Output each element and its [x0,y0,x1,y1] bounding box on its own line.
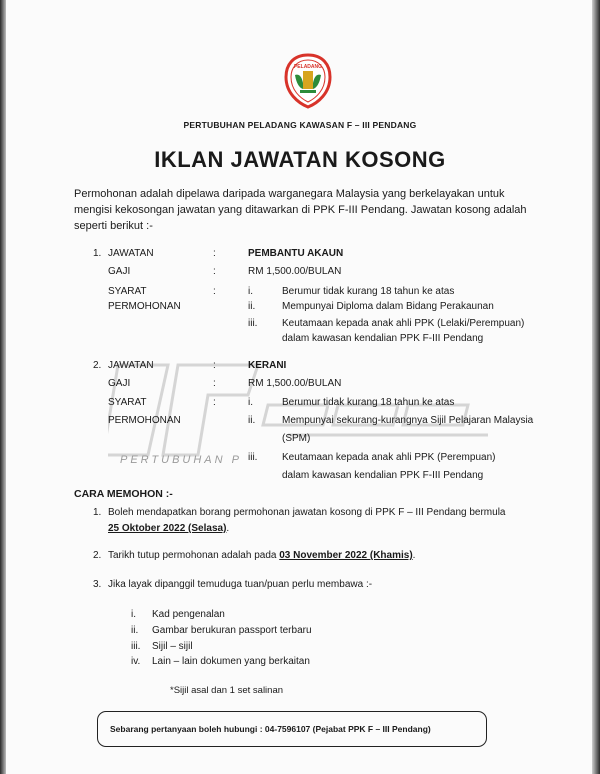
step-date: 25 Oktober 2022 (Selasa). [108,523,230,534]
doc-number: ii. [131,625,139,636]
req-text: Keutamaan kepada anak ahli PPK (Lelaki/Perempuan) [282,318,525,329]
step-number: 1. [93,507,102,518]
job-position-value: PEMBANTU AKAUN [248,248,344,259]
job-number: 1. [93,248,102,259]
peladang-logo [283,53,333,109]
scan-shadow-right [592,0,600,774]
job-req-label: PERMOHONAN [108,415,181,426]
req-text: Mempunyai sekurang-kurangnya Sijil Pelajaran Malaysia [282,415,534,426]
job-req-label: SYARAT [108,397,147,408]
req-text: Berumur tidak kurang 18 tahun ke atas [282,286,455,297]
req-number: i. [248,286,253,297]
req-text: Berumur tidak kurang 18 tahun ke atas [282,397,455,408]
step-text: Tarikh tutup permohonan adalah pada 03 November 2022 (Khamis). [108,550,416,561]
req-number: iii. [248,452,258,463]
req-number: iii. [248,318,258,329]
colon: : [213,360,216,371]
job-salary-label: GAJI [108,378,131,389]
intro-paragraph: Permohonan adalah dipelawa daripada warganegara Malaysia yang berkelayakan untuk mengisi kekosongan jawatan yang ditawarkan di PPK F-III Pendang. Jawatan kosong adalah seperti berikut :- [74,188,527,232]
job-position-value: KERANI [248,360,287,371]
req-number: i. [248,397,253,408]
req-text: (SPM) [282,433,311,444]
closing-date: 03 November 2022 (Khamis) [279,550,413,561]
colon: : [213,378,216,389]
doc-text: Kad pengenalan [152,609,225,620]
step-text: Boleh mendapatkan borang permohonan jawatan kosong di PPK F – III Pendang bermula [108,507,506,518]
doc-text: Lain – lain dokumen yang berkaitan [152,656,310,667]
job-req-label: PERMOHONAN [108,301,181,312]
doc-number: iv. [131,656,141,667]
job-number: 2. [93,360,102,371]
req-text: dalam kawasan kendalian PPK F-III Pendang [282,333,484,344]
job-salary-label: GAJI [108,266,131,277]
job-req-label: SYARAT [108,286,147,297]
contact-box [97,711,487,747]
logo-text: PELADANG [293,64,323,70]
job-salary-value: RM 1,500.00/BULAN [248,378,342,389]
page-title: IKLAN JAWATAN KOSONG [154,147,446,172]
req-number: ii. [248,415,256,426]
req-number: ii. [248,301,256,312]
doc-number: i. [131,609,136,620]
step-number: 3. [93,579,102,590]
doc-number: iii. [131,641,141,652]
colon: : [213,286,216,297]
req-text: Mempunyai Diploma dalam Bidang Perakaunan [282,301,494,312]
contact-text: Sebarang pertanyaan boleh hubungi : 04-7596107 (Pejabat PPK F – III Pendang) [110,724,431,734]
colon: : [213,266,216,277]
req-text: dalam kawasan kendalian PPK F-III Pendang [282,470,484,481]
req-text: Keutamaan kepada anak ahli PPK (Perempuan) [282,452,496,463]
start-date: 25 Oktober 2022 (Selasa) [108,523,227,534]
doc-text: Gambar berukuran passport terbaru [152,625,312,636]
job-position-label: JAWATAN [108,248,154,259]
job-position-label: JAWATAN [108,360,154,371]
organization-name: PERTUBUHAN PELADANG KAWASAN F – III PENDANG [183,120,417,130]
step-text: Jika layak dipanggil temuduga tuan/puan perlu membawa :- [108,579,373,590]
section-heading: CARA MEMOHON :- [74,488,173,500]
colon: : [213,397,216,408]
doc-text: Sijil – sijil [152,641,193,652]
job-salary-value: RM 1,500.00/BULAN [248,266,342,277]
certificate-note: *Sijil asal dan 1 set salinan [170,685,284,696]
watermark-text: PERTUBUHAN P [120,454,242,466]
scan-shadow-left [0,0,6,774]
colon: : [213,248,216,259]
step-number: 2. [93,550,102,561]
